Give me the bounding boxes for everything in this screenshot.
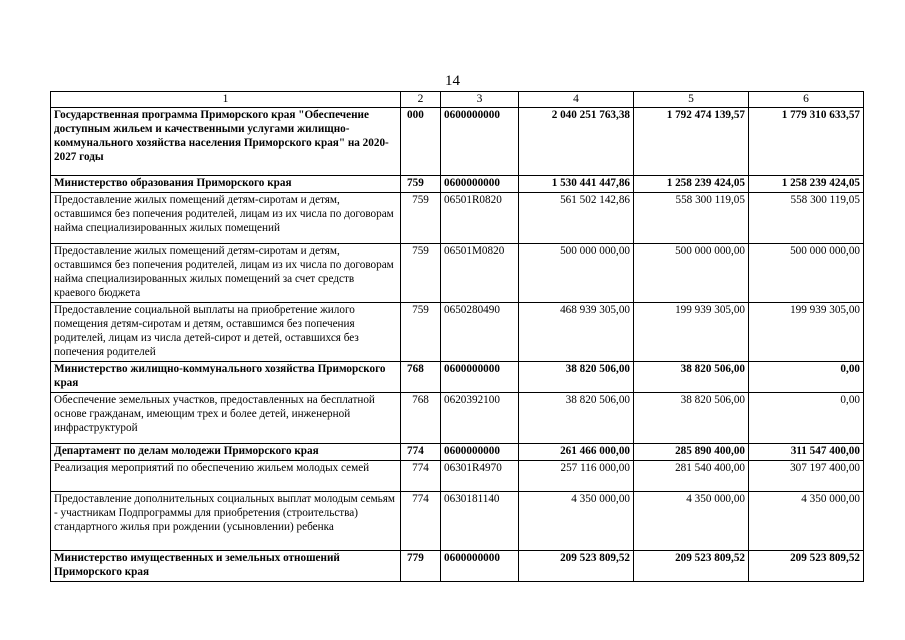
row-name-cell: Министерство образования Приморского края — [51, 176, 401, 193]
row-grbs-cell: 774 — [401, 492, 441, 551]
row-name-cell: Обеспечение земельных участков, предоставленных на бесплатной основе гражданам, имеющим трех и более детей, инженерной инфраструктурой — [51, 393, 401, 444]
row-amount-2027-cell: 307 197 400,00 — [749, 461, 864, 492]
row-name-cell: Государственная программа Приморского края "Обеспечение доступным жильем и качественными услугами жилищно-коммунального хозяйства населения Приморского края" на 2020-2027 годы — [51, 108, 401, 176]
row-name-cell: Предоставление социальной выплаты на приобретение жилого помещения детям-сиротам и детям, оставшимся без попечения родителей, лицам из числа детей-сирот и детей, оставшихся без попечения родителей — [51, 303, 401, 362]
table-row — [51, 444, 864, 461]
row-grbs-cell: 759 — [401, 303, 441, 362]
row-grbs-cell: 759 — [401, 176, 441, 193]
header-cell-2: 2 — [401, 92, 441, 108]
row-amount-2025-cell: 38 820 506,00 — [519, 362, 634, 393]
row-csr-cell: 0630181140 — [441, 492, 519, 551]
row-csr-cell: 0600000000 — [441, 108, 519, 176]
row-amount-2026-cell: 1 792 474 139,57 — [634, 108, 749, 176]
row-amount-2025-cell: 1 530 441 447,86 — [519, 176, 634, 193]
table-row — [51, 244, 864, 303]
row-amount-2026-cell: 500 000 000,00 — [634, 244, 749, 303]
row-amount-2026-cell: 4 350 000,00 — [634, 492, 749, 551]
row-grbs-cell: 759 — [401, 193, 441, 244]
row-csr-cell: 0600000000 — [441, 176, 519, 193]
row-amount-2026-cell: 285 890 400,00 — [634, 444, 749, 461]
row-amount-2025-cell: 2 040 251 763,38 — [519, 108, 634, 176]
row-amount-2025-cell: 209 523 809,52 — [519, 551, 634, 582]
row-amount-2026-cell: 558 300 119,05 — [634, 193, 749, 244]
row-csr-cell: 06301R4970 — [441, 461, 519, 492]
row-amount-2026-cell: 209 523 809,52 — [634, 551, 749, 582]
header-cell-4: 4 — [519, 92, 634, 108]
table-row — [51, 461, 864, 492]
row-grbs-cell: 000 — [401, 108, 441, 176]
row-amount-2025-cell: 4 350 000,00 — [519, 492, 634, 551]
row-csr-cell: 0620392100 — [441, 393, 519, 444]
table-row — [51, 108, 864, 176]
row-amount-2025-cell: 257 116 000,00 — [519, 461, 634, 492]
row-name-cell: Министерство имущественных и земельных отношений Приморского края — [51, 551, 401, 582]
row-amount-2026-cell: 281 540 400,00 — [634, 461, 749, 492]
header-cell-1: 1 — [51, 92, 401, 108]
table-row — [51, 492, 864, 551]
row-amount-2027-cell: 1 258 239 424,05 — [749, 176, 864, 193]
row-name-cell: Министерство жилищно-коммунального хозяйства Приморского края — [51, 362, 401, 393]
row-name-cell: Предоставление жилых помещений детям-сиротам и детям, оставшимся без попечения родителей, лицам из их числа по договорам найма специализированных жилых помещений — [51, 193, 401, 244]
row-amount-2026-cell: 199 939 305,00 — [634, 303, 749, 362]
row-amount-2025-cell: 261 466 000,00 — [519, 444, 634, 461]
row-csr-cell: 0650280490 — [441, 303, 519, 362]
row-amount-2027-cell: 4 350 000,00 — [749, 492, 864, 551]
row-name-cell: Реализация мероприятий по обеспечению жильем молодых семей — [51, 461, 401, 492]
row-amount-2027-cell: 0,00 — [749, 362, 864, 393]
row-name-cell: Предоставление жилых помещений детям-сиротам и детям, оставшимся без попечения родителей, лицам из их числа по договорам найма специализированных жилых помещений за счет средств краевого бюджета — [51, 244, 401, 303]
row-csr-cell: 0600000000 — [441, 444, 519, 461]
page-number: 14 — [445, 73, 460, 89]
header-cell-6: 6 — [749, 92, 864, 108]
row-grbs-cell: 759 — [401, 244, 441, 303]
row-amount-2027-cell: 500 000 000,00 — [749, 244, 864, 303]
row-amount-2025-cell: 561 502 142,86 — [519, 193, 634, 244]
row-amount-2027-cell: 558 300 119,05 — [749, 193, 864, 244]
table-row — [51, 393, 864, 444]
header-cell-5: 5 — [634, 92, 749, 108]
table-row — [51, 176, 864, 193]
row-amount-2025-cell: 500 000 000,00 — [519, 244, 634, 303]
row-amount-2025-cell: 38 820 506,00 — [519, 393, 634, 444]
row-amount-2027-cell: 209 523 809,52 — [749, 551, 864, 582]
row-name-cell: Департамент по делам молодежи Приморского края — [51, 444, 401, 461]
row-name-cell: Предоставление дополнительных социальных выплат молодым семьям - участникам Подпрограммы для приобретения (строительства) стандартного жилья при рождении (усыновлении) ребенка — [51, 492, 401, 551]
row-amount-2027-cell: 199 939 305,00 — [749, 303, 864, 362]
row-csr-cell: 0600000000 — [441, 551, 519, 582]
row-amount-2027-cell: 1 779 310 633,57 — [749, 108, 864, 176]
row-grbs-cell: 774 — [401, 461, 441, 492]
row-amount-2027-cell: 311 547 400,00 — [749, 444, 864, 461]
row-amount-2026-cell: 38 820 506,00 — [634, 393, 749, 444]
row-grbs-cell: 768 — [401, 362, 441, 393]
row-amount-2026-cell: 38 820 506,00 — [634, 362, 749, 393]
row-grbs-cell: 779 — [401, 551, 441, 582]
row-grbs-cell: 768 — [401, 393, 441, 444]
budget-table — [50, 91, 864, 582]
row-csr-cell: 0600000000 — [441, 362, 519, 393]
row-amount-2026-cell: 1 258 239 424,05 — [634, 176, 749, 193]
row-csr-cell: 06501R0820 — [441, 193, 519, 244]
table-row — [51, 193, 864, 244]
table-row — [51, 551, 864, 582]
row-csr-cell: 06501M0820 — [441, 244, 519, 303]
header-cell-3: 3 — [441, 92, 519, 108]
table-row — [51, 303, 864, 362]
row-amount-2025-cell: 468 939 305,00 — [519, 303, 634, 362]
row-grbs-cell: 774 — [401, 444, 441, 461]
header-row — [51, 92, 864, 108]
row-amount-2027-cell: 0,00 — [749, 393, 864, 444]
table-row — [51, 362, 864, 393]
